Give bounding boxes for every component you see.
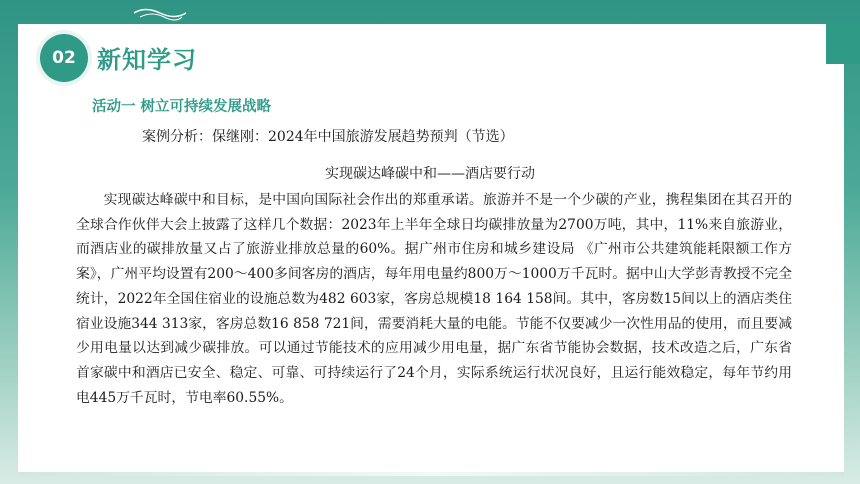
article-title: 实现碳达峰碳中和——酒店要行动 [325,166,535,182]
article-body: 实现碳达峰碳中和目标，是中国向国际社会作出的郑重承诺。旅游并不是一个少碳的产业，携程集团在其召开的全球合作伙伴大会上披露了这样几个数据：2023年上半年全球日均碳排放量为2700万吨，其中，11%来自旅游业，而酒店业的碳排放量又占了旅游业排放总量的60%。据广州市住房和城乡建设局 《广州市公共建筑能耗限额工作方案》，广州平均设置有200～400多间客房的酒店，每年用电量约800万～1000万千瓦时。据中山大学彭青教授不完全统计，2022年全国住宿业的设施总数为482 603家，客房总规模18 164 158间。其中，客房数15间以上的酒店类住宿业设施344 313家，客房总数16 858 721间，需要消耗大量的电能。节能不仅要减少一次性用品的使用，而且要减少用电量以达到减少碳排放。可以通过节能技术的应用减少用电量，据广东省节能协会数据，技术改造之后，广东省首家碳中和酒店已安全、稳定、可靠、可持续运行了24个月，实际系统运行状况良好，且运行能效稳定，每年节约用电445万千瓦时，节电率60.55%。 [76,192,792,406]
section-title: 新知学习 [97,46,197,74]
ornament-icon [130,4,190,22]
corner-accent [826,24,860,64]
section-number-badge: 02 [40,34,88,82]
case-label: 案例分析：保继刚：2024年中国旅游发展趋势预判（节选） [142,129,514,145]
activity-heading: 活动一 树立可持续发展战略 [92,99,272,115]
bottom-band [18,472,844,476]
